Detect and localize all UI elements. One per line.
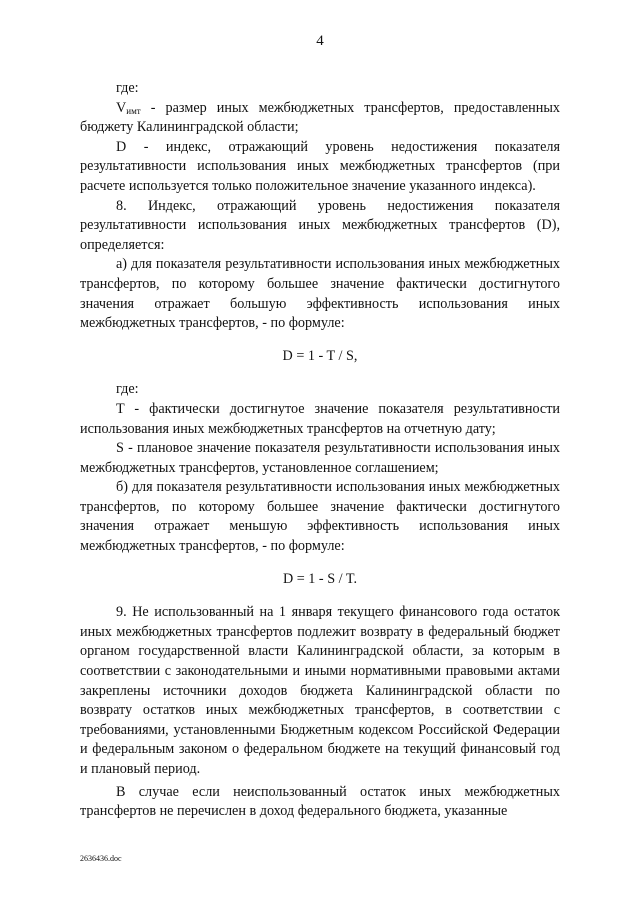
document-body: [80, 79, 560, 822]
v-definition-text: - размер иных межбюджетных трансфертов, предоставленных бюджету Калининградской области;: [80, 99, 560, 136]
last-paragraph: В случае если неиспользованный остаток иных межбюджетных трансфертов не перечислен в доход федерального бюджета, указанные: [80, 783, 560, 820]
v-definition: [80, 99, 560, 138]
d-definition: D - индекс, отражающий уровень недостижения показателя результативности использования иных межбюджетных трансфертов (при расчете используется только положительное значение указанного индекса).: [80, 138, 560, 194]
v-symbol: V: [116, 99, 127, 116]
page-number: 4: [316, 33, 324, 49]
item-8a: а) для показателя результативности использования иных межбюджетных трансфертов, по которому большее значение фактически достигнутого значения отражает большую эффективность использования иных межбюджетных трансфертов, - по формуле:: [80, 256, 560, 332]
formula-1: D = 1 - T / S,: [282, 347, 358, 364]
formula-2: D = 1 - S / T.: [282, 570, 358, 587]
where-label-2: где:: [116, 381, 139, 398]
item-8b: б) для показателя результативности использования иных межбюджетных трансфертов, по которому большее значение фактически достигнутого значения отражает меньшую эффективность использования иных межбюджетных трансфертов, - по формуле:: [80, 479, 560, 555]
v-subscript: имт: [126, 105, 141, 116]
item-9: 9. Не использованный на 1 января текущего финансового года остаток иных межбюджетных трансфертов подлежит возврату в федеральный бюджет органом государственной власти Калининградской области, за которым в соответствии с законодательными и иными нормативными правовыми актами закреплены источники доходов бюджета Калининградской области по возврату остатков иных межбюджетных трансфертов, в соответствии с требованиями, установленными Бюджетным кодексом Российской Федерации и федеральным законом о федеральном бюджете на текущий финансовый год и плановый период.: [80, 604, 560, 777]
s-definition: S - плановое значение показателя результативности использования иных межбюджетных трансфертов, установленное соглашением;: [80, 440, 560, 476]
footer-filename: 2636436.doc: [80, 854, 122, 863]
t-definition: T - фактически достигнутое значение показателя результативности использования иных межбюджетных трансфертов на отчетную дату;: [80, 400, 560, 437]
item-8: 8. Индекс, отражающий уровень недостижения показателя результативности использования иных межбюджетных трансфертов (D), определяется:: [80, 197, 560, 253]
where-label: где:: [116, 80, 139, 96]
